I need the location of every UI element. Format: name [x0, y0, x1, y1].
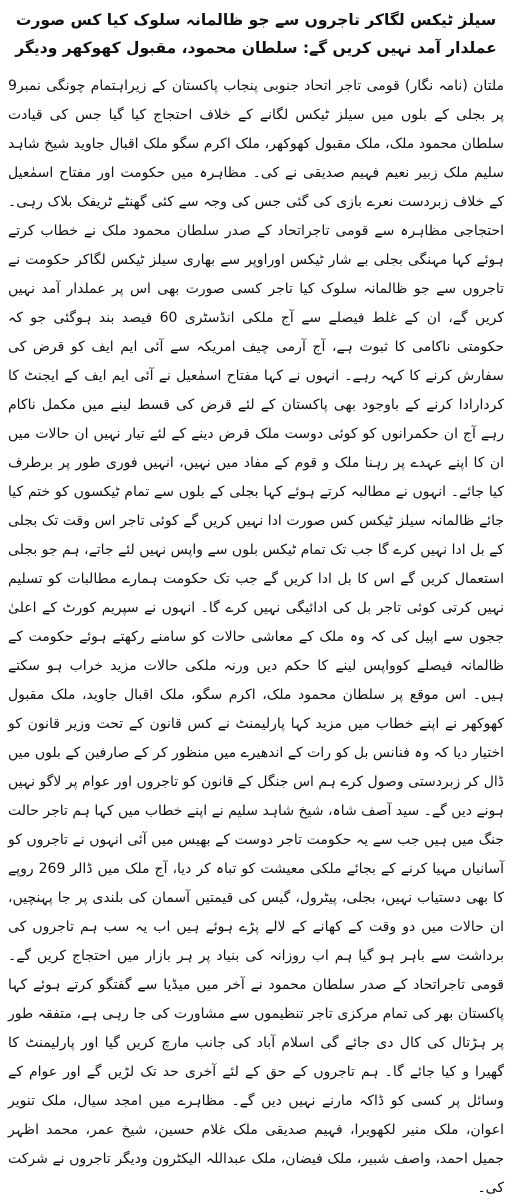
article-headline: سیلز ٹیکس لگاکر تاجروں سے جو ظالمانہ سلوک کیا کس صورت عملدار آمد نہیں کریں گے: سلطان محمود، مقبول کھوکھر ودیگر — [15, 11, 497, 57]
article-body: ملتان (نامہ نگار) قومی تاجر اتحاد جنوبی پنجاب پاکستان کے زیراہتمام چونگی نمبر9 پر بجلی کے بلوں میں سیلز ٹیکس لگانے کے خلاف احتجاج کیا گیا جس کی قیادت سلطان محمود ملک، ملک مقبول کھوکھر، ملک اکرم سگو ملک اقبال جاوید شیخ شاہد سلیم ملک زبیر نعیم فہیم صدیقی نے کی۔ مظاہرہ میں حکومت اور مفتاح اسمٰعیل کے خلاف زبردست نعرے بازی کی گئی جس کی وجہ سے کئی گھنٹے ٹریفک بلاک رہی۔ احتجاجی مظاہرہ سے قومی تاجراتحاد کے صدر سلطان محمود ملک نے خطاب کرتے ہوئے کہا مہنگی بجلی بے شار ٹیکس اوراوپر سے بھاری سیلز ٹیکس لگاکر حکومت نے تاجروں سے جو ظالمانہ سلوک کیا تاجر کسی صورت بھی اس پر عملدار آمد نہیں کریں گے، ان کے غلط فیصلے سے آج ملکی انڈسٹری 60 فیصد بند ہوگئی جو کہ حکومتی ناکامی کا ثبوت ہے، آج آرمی چیف امریکہ سے آئی ایم ایف کو قرض کی سفارش کرنے کا کہہ رہے۔ انہوں نے کہا مفتاح اسمٰعیل نے آئی ایم ایف کے ایجنٹ کا کردارادا کرنے کے باوجود بھی پاکستان کے لئے قرض کی قسط لینے میں مکمل ناکام رہے آج ان حکمرانوں کو کوئی دوست ملک قرض دینے کے لئے تیار نہیں ان حالات میں ان کا اپنے عہدے پر رہنا ملک و قوم کے مفاد میں نہیں، انہیں فوری طور پر برطرف کیا جائے۔ انہوں نے مطالبہ کرتے ہوئے کہا بجلی کے بلوں سے تمام ٹیکسوں کو ختم کیا جائے ظالمانہ سیلز ٹیکس کس صورت ادا نہیں کریں گے کوئی تاجر اس وقت تک بجلی کے بل ادا نہیں کرے گا جب تک تمام ٹیکس بلوں سے واپس نہیں لئے جاتے، ہم جو بجلی استعمال کریں گے اس کا بل ادا کریں گے جب تک حکومت ہمارے مطالبات کو تسلیم نہیں کرتی کوئی تاجر بل کی ادائیگی نہیں کرے گا۔ انہوں نے سپریم کورٹ کے اعلیٰ ججوں سے اپیل کی کہ وہ ملک کے معاشی حالات کو سامنے رکھتے ہوئے حکومت کے ظالمانہ فیصلے کوواپس لینے کا حکم دیں ورنہ ملکی حالات مزید خراب ہو سکتے ہیں۔ اس موقع پر سلطان محمود ملک، اکرم سگو، ملک اقبال جاوید، ملک مقبول کھوکھر نے اپنے خطاب میں مزید کہا پارلیمنٹ نے کس قانون کے تحت وزیر قانون کو اختیار دیا کہ وہ فنانس بل کو رات کے اندھیرے میں منظور کر کے صارفین کے بلوں میں ڈال کر زبردستی وصول کرے ہم اس جنگل کے قانون کو تاجروں اور عوام پر لاگو نہیں ہونے دیں گے۔ سید آصف شاہ، شیخ شاہد سلیم نے اپنے خطاب میں کہا ہم تاجر حالت جنگ میں ہیں جب سے یہ حکومت تاجر دوست کے بھیس میں آئی انہوں نے تاجروں کو آسانیاں مہیا کرنے کے بجائے ملکی معیشت کو تباہ کر دیا، آج ملک میں ڈالر 269 روپے کا بھی دستیاب نہیں، بجلی، پیٹرول، گیس کی قیمتیں آسمان کی بلندی پر جا پہنچیں، ان حالات میں دو وقت کے کھانے کے لالے پڑے ہوئے ہیں اب یہ سب ہم تاجروں کی برداشت سے باہر ہو گیا ہم اب روزانہ کی بنیاد پر ہر بازار میں احتجاج کریں گے۔ قومی تاجراتحاد کے صدر سلطان محمود نے آخر میں میڈیا سے گفتگو کرتے ہوئے کہا پاکستان بھر کی تمام مرکزی تاجر تنظیموں سے مشاورت کی جا رہی ہے، متفقہ طور پر ہڑتال کی کال دی جائے گی اسلام آباد کی جانب مارچ کریں گیا اور پارلیمنٹ کا گھیرا و کیا جائے گا۔ ہم تاجروں کے حق کے لئے آخری حد تک لڑیں گے اور عوام کے وسائل پر کسی کو ڈاکہ مارنے نہیں دیں گے۔ مظاہرے میں امجد سیال، ملک تنویر اعوان، ملک منیر لکھویرا، فہیم صدیقی ملک غلام حسین، شیخ عمر، محمد اظہر جمیل احمد، واصف شبیر، ملک فیضان، ملک عبداللہ الیکٹرون ودیگر تاجروں نے شرکت کی۔ — [8, 78, 505, 1196]
